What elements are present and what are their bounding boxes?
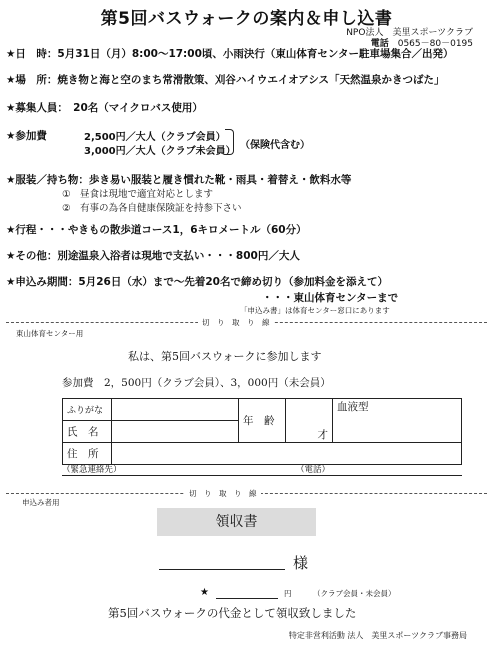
amount-field[interactable] [216, 588, 278, 599]
info-clothing: ★服装／持ち物：歩き易い服装と履き慣れた靴・雨具・着替え・飲料水等 [6, 174, 352, 186]
emergency-underline [62, 475, 462, 476]
org-phone: 電話 0565－80－0195 [370, 39, 473, 49]
furigana-field[interactable] [112, 399, 239, 421]
info-date: ★日 時：5月31日（月）8:00～17:00頃、小雨決行（東山体育センター駐車場集合／出発） [6, 48, 454, 60]
fee-member: 2,500円／大人（クラブ会員） [84, 132, 226, 143]
sama-label: 様 [293, 554, 309, 572]
amount-star: ★ [200, 587, 209, 598]
name-field[interactable] [112, 421, 239, 443]
receipt-issuer: 特定非営利活動 法人 美里スポーツクラブ事務局 [288, 631, 467, 640]
info-fee-label: ★参加費 [6, 130, 47, 142]
copy-label-applicant: 申込み者用 [22, 498, 60, 507]
age-field[interactable]: 才 [286, 399, 333, 443]
application-form-table [62, 398, 462, 465]
address-field[interactable] [112, 443, 462, 465]
furigana-label: ふりがな [63, 399, 112, 421]
note-lunch: ① 昼食は現地で適宜対応とします [62, 189, 214, 200]
name-label: 氏 名 [63, 421, 112, 443]
receipt-statement: 第5回バスウォークの代金として領収致しました [108, 606, 357, 620]
fee-brace [225, 129, 234, 155]
tel-label: （電話） [296, 465, 331, 475]
form-intro: 私は、第5回バスウォークに参加します [128, 350, 322, 363]
info-deadline: ★申込み期間：5月26日（水）まで～先着20名で締め切り（参加料金を添えて） [6, 276, 388, 288]
fee-note: （保険代含む） [240, 140, 310, 151]
form-availability-note: 「申込み書」は体育センター窓口にあります [240, 306, 390, 315]
info-place: ★場 所：焼き物と海と空のまち常滑散策、刈谷ハイウエイオアシス「天然温泉かきつばた」 [6, 74, 445, 86]
member-type-label: （クラブ会員・未会員） [313, 589, 396, 598]
cut-label-2: 切 り 取 り 線 [185, 488, 261, 499]
fee-nonmember: 3,000円／大人（クラブ未会員） [84, 146, 236, 157]
info-deadline-place: ・・・東山体育センターまで [262, 292, 399, 304]
copy-label-center: 東山体育センター用 [16, 329, 84, 338]
cut-label-1: 切 り 取 り 線 [198, 317, 274, 328]
address-label: 住 所 [63, 443, 112, 465]
payer-name-line[interactable] [159, 569, 285, 570]
emergency-contact-label: （緊急連絡先） [62, 465, 122, 475]
age-label: 年 齢 [239, 399, 286, 443]
note-insurance: ② 有事の為各自健康保険証を持参下さい [62, 203, 242, 214]
blood-type-field[interactable]: 血液型 [333, 399, 462, 443]
form-fee-line: 参加費 2，500円（クラブ会員）、3，000円（未会員） [62, 377, 331, 389]
page-title: 第5回バスウォークの案内＆申し込書 [100, 9, 393, 29]
info-capacity: ★募集人員： 20名（マイクロバス使用） [6, 102, 203, 114]
info-itinerary: ★行程・・・やきもの散歩道コース1，6キロメートル（60分） [6, 224, 307, 236]
yen-label: 円 [284, 589, 292, 598]
org-name: NPO法人 美里スポーツクラブ [346, 28, 473, 38]
receipt-title: 領収書 [157, 508, 316, 536]
info-other: ★その他：別途温泉入浴者は現地で支払い・・・800円／大人 [6, 250, 300, 262]
